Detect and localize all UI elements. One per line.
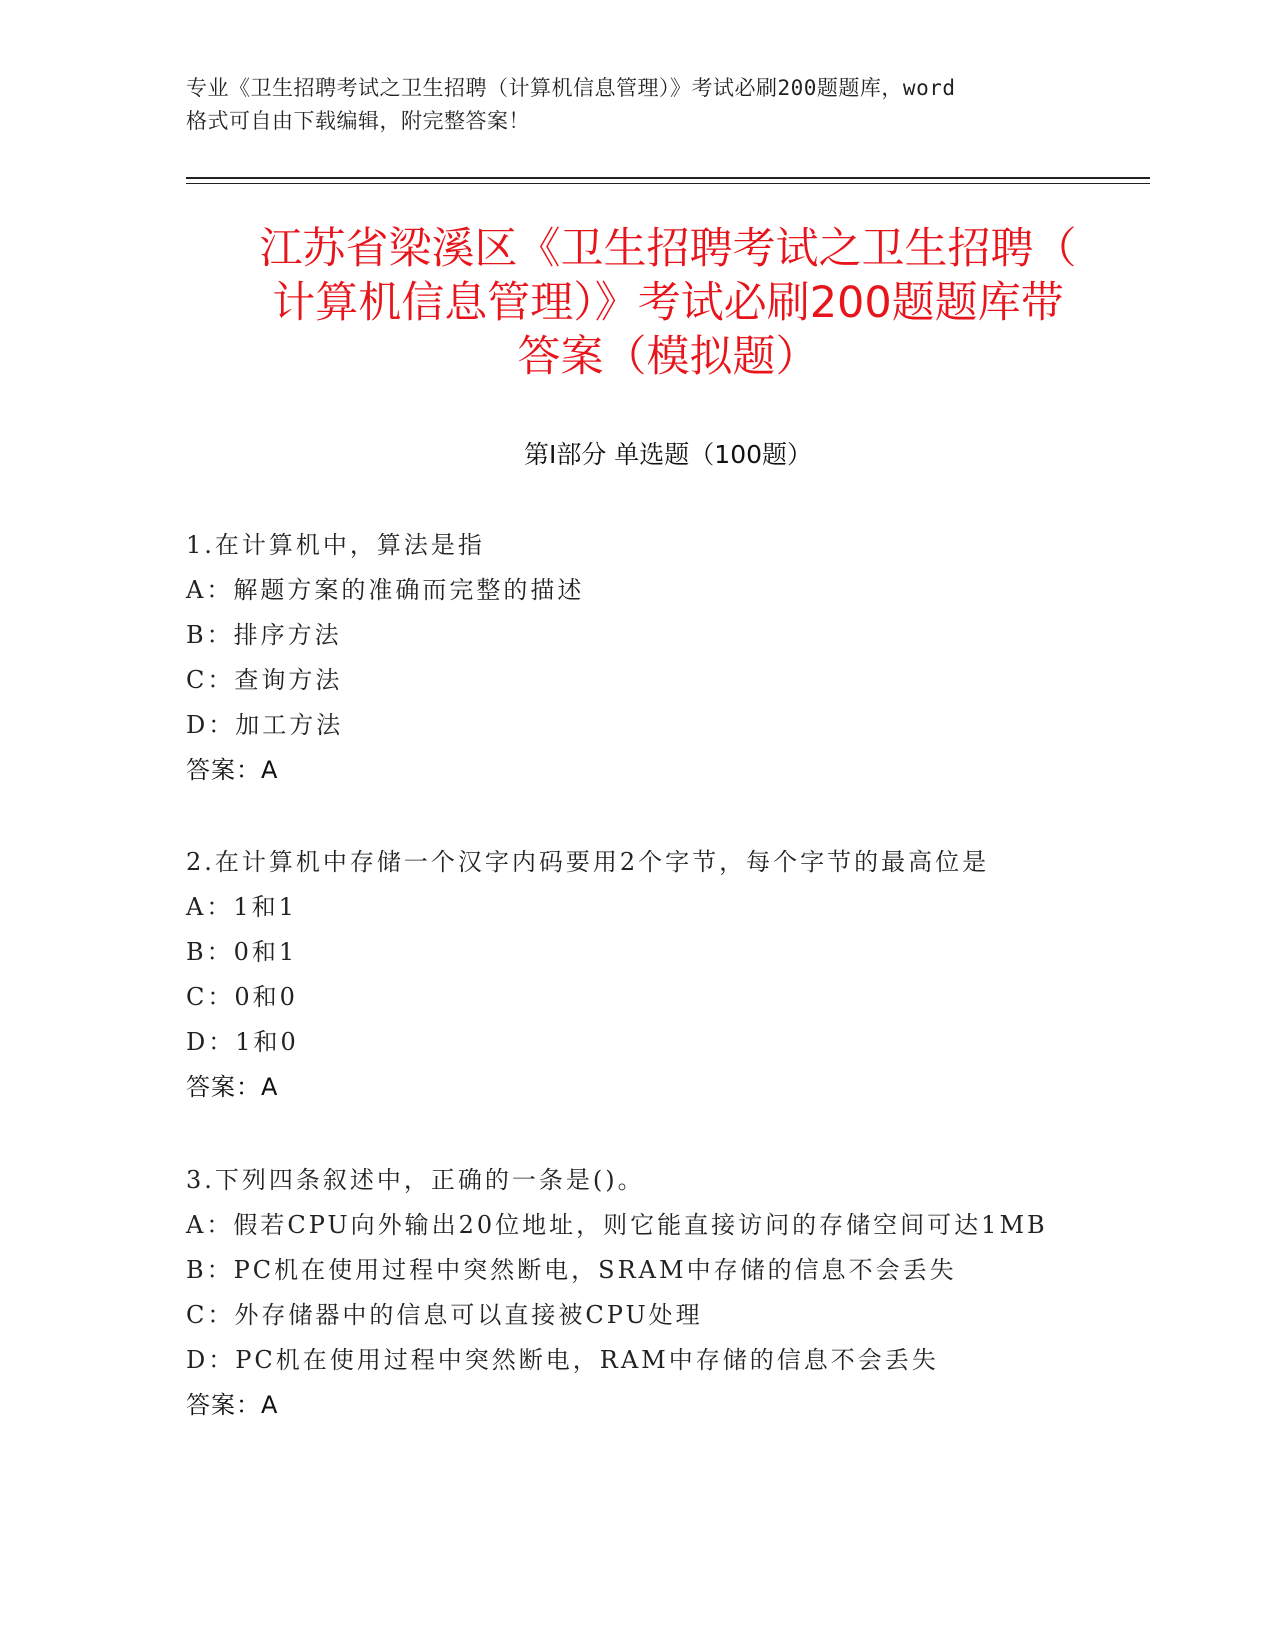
option-c: C：查询方法 <box>186 666 343 694</box>
option-d: D：加工方法 <box>186 711 344 739</box>
option-d: D：PC机在使用过程中突然断电，RAM中存储的信息不会丢失 <box>186 1346 939 1374</box>
section-title: 第Ⅰ部分 单选题（100题） <box>523 440 813 469</box>
option-a: A：假若CPU向外输出20位地址，则它能直接访问的存储空间可达1MB <box>186 1211 1048 1239</box>
question-stem: 2.在计算机中存储一个汉字内码要用2个字节，每个字节的最高位是 <box>186 848 990 876</box>
option-b: B：排序方法 <box>186 621 342 649</box>
option-a: A：解题方案的准确而完整的描述 <box>186 576 585 604</box>
option-b: B：0和1 <box>186 938 298 966</box>
question-1 <box>186 523 1150 793</box>
question-stem: 1.在计算机中，算法是指 <box>186 531 485 559</box>
answer: 答案：A <box>186 1073 279 1101</box>
option-b: B：PC机在使用过程中突然断电，SRAM中存储的信息不会丢失 <box>186 1256 957 1284</box>
document-title <box>186 222 1150 384</box>
document-title-line-3: 答案（模拟题） <box>517 332 819 382</box>
option-c: C：外存储器中的信息可以直接被CPU处理 <box>186 1301 703 1329</box>
header-rule-thick <box>186 177 1150 179</box>
question-3 <box>186 1158 1150 1428</box>
question-stem: 3.下列四条叙述中，正确的一条是()。 <box>186 1166 645 1194</box>
option-c: C：0和0 <box>186 983 298 1011</box>
header-note <box>186 72 1086 138</box>
header-note-line-2: 格式可自由下载编辑，附完整答案！ <box>186 109 530 133</box>
document-title-line-2: 计算机信息管理）》考试必刷200题题库带 <box>272 278 1064 328</box>
option-a: A：1和1 <box>186 893 297 921</box>
answer: 答案：A <box>186 756 279 784</box>
answer: 答案：A <box>186 1391 279 1419</box>
header-note-line-1: 专业《卫生招聘考试之卫生招聘（计算机信息管理）》考试必刷200题题库，word <box>186 76 956 100</box>
question-2 <box>186 840 1150 1110</box>
document-title-line-1: 江苏省梁溪区《卫生招聘考试之卫生招聘（ <box>259 224 1077 274</box>
option-d: D：1和0 <box>186 1028 299 1056</box>
header-rule-thin <box>186 183 1150 184</box>
